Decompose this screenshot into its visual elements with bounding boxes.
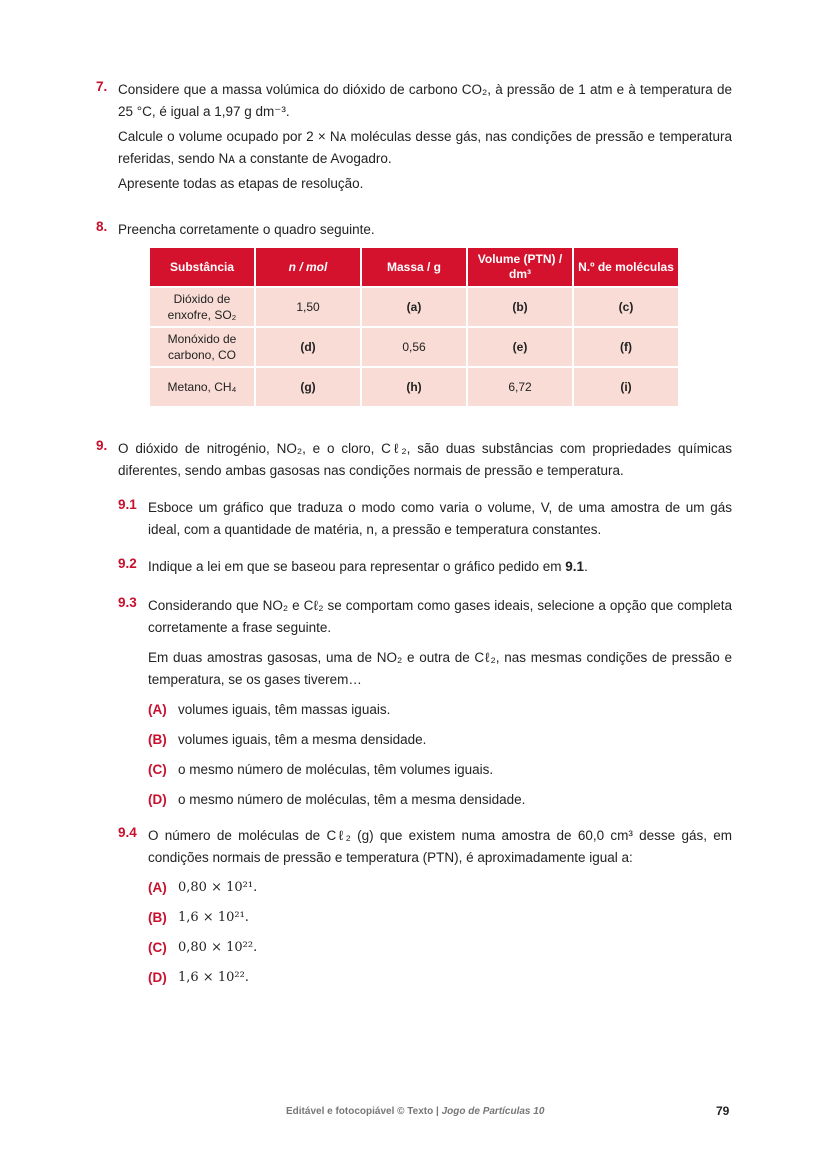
question-9-4 [118, 825, 732, 997]
question-number: 9.4 [118, 825, 137, 840]
data-table [148, 246, 680, 408]
option-label: (C) [148, 940, 167, 955]
table-header: Massa / g [362, 248, 466, 286]
option-text: 0,80 × 10²². [178, 940, 258, 955]
option-text: o mesmo número de moléculas, têm a mesma densidade. [178, 792, 526, 807]
table-row [150, 368, 678, 406]
question-9-2 [118, 556, 732, 586]
table-cell: 0,56 [362, 328, 466, 366]
table-cell: (h) [362, 368, 466, 406]
table-header: n / mol [256, 248, 360, 286]
option-d[interactable] [148, 789, 732, 811]
question-8 [96, 219, 732, 244]
question-number: 8. [96, 219, 108, 234]
option-a[interactable] [148, 877, 732, 899]
option-c[interactable] [148, 937, 732, 959]
table-header: N.º de moléculas [574, 248, 678, 286]
question-text: Indique a lei em que se baseou para representar o gráfico pedido em [148, 559, 562, 574]
option-text: volumes iguais, têm a mesma densidade. [178, 732, 427, 747]
question-text: Esboce um gráfico que traduza o modo como varia o volume, V, de uma amostra de um gás ideal, com a quantidade de matéria, n, a pressão e temperatura constantes. [148, 500, 732, 537]
table-cell: (f) [574, 328, 678, 366]
option-label: (B) [148, 910, 167, 925]
question-text: Preencha corretamente o quadro seguinte. [118, 222, 375, 237]
question-number: 9.3 [118, 595, 137, 610]
question-number: 7. [96, 79, 108, 94]
option-label: (A) [148, 880, 167, 895]
option-text: volumes iguais, têm massas iguais. [178, 702, 391, 717]
table-cell: (c) [574, 288, 678, 326]
option-label: (D) [148, 970, 167, 985]
option-b[interactable] [148, 907, 732, 929]
option-label: (A) [148, 702, 167, 717]
option-text: 1,6 × 10²¹. [178, 910, 249, 925]
question-text: O dióxido de nitrogénio, NO₂, e o cloro, Cℓ₂, são duas substâncias com propriedades químicas diferentes, sendo ambas gasosas nas condições normais de pressão e temperatura. [118, 441, 732, 478]
page-number: 79 [716, 1104, 730, 1118]
table-cell: (a) [362, 288, 466, 326]
option-b[interactable] [148, 729, 732, 751]
option-text: 0,80 × 10²¹. [178, 880, 258, 895]
option-label: (D) [148, 792, 167, 807]
question-7 [96, 79, 732, 198]
table-cell: Dióxido de enxofre, SO₂ [150, 288, 254, 326]
punctuation: . [584, 559, 588, 574]
table-header: Substância [150, 248, 254, 286]
question-text: Calcule o volume ocupado por 2 × Nᴀ moléculas desse gás, nas condições de pressão e temperatura referidas, sendo Nᴀ a constante de Avogadro. [118, 129, 732, 166]
table-cell: 1,50 [256, 288, 360, 326]
question-9 [96, 438, 732, 485]
table-header-row [150, 248, 678, 286]
option-text: 1,6 × 10²². [178, 970, 249, 985]
option-label: (C) [148, 762, 167, 777]
question-ref: 9.1 [565, 559, 585, 574]
table-cell: (i) [574, 368, 678, 406]
table-cell: Monóxido de carbono, CO [150, 328, 254, 366]
question-text: Considere que a massa volúmica do dióxido de carbono CO₂, à pressão de 1 atm e à temperatura de 25 °C, é igual a 1,97 g dm⁻³. [118, 82, 732, 119]
question-9-1 [118, 497, 732, 549]
table-cell: (d) [256, 328, 360, 366]
question-text: Em duas amostras gasosas, uma de NO₂ e outra de Cℓ₂, nas mesmas condições de pressão e temperatura, se os gases tiverem… [148, 650, 732, 687]
question-9-3 [118, 595, 732, 819]
option-d[interactable] [148, 967, 732, 989]
question-number: 9.2 [118, 556, 137, 571]
option-c[interactable] [148, 759, 732, 781]
footer [286, 1106, 544, 1117]
question-number: 9.1 [118, 497, 137, 512]
footer-text: Editável e fotocopiável © Texto | [286, 1106, 442, 1117]
table-cell: (e) [468, 328, 572, 366]
question-text: Considerando que NO₂ e Cℓ₂ se comportam como gases ideais, selecione a opção que completa corretamente a frase seguinte. [148, 598, 732, 635]
option-a[interactable] [148, 699, 732, 721]
table-cell: Metano, CH₄ [150, 368, 254, 406]
footer-book-title: Jogo de Partículas 10 [441, 1106, 545, 1117]
table-header: Volume (PTN) / dm³ [468, 248, 572, 286]
table-cell: 6,72 [468, 368, 572, 406]
question-number: 9. [96, 438, 108, 453]
table-cell: (g) [256, 368, 360, 406]
option-label: (B) [148, 732, 167, 747]
table-row [150, 288, 678, 326]
question-text: Apresente todas as etapas de resolução. [118, 176, 364, 191]
table-row [150, 328, 678, 366]
option-text: o mesmo número de moléculas, têm volumes iguais. [178, 762, 494, 777]
table-cell: (b) [468, 288, 572, 326]
question-text: O número de moléculas de Cℓ₂ (g) que existem numa amostra de 60,0 cm³ desse gás, em condições normais de pressão e temperatura (PTN), é aproximadamente igual a: [148, 828, 732, 865]
